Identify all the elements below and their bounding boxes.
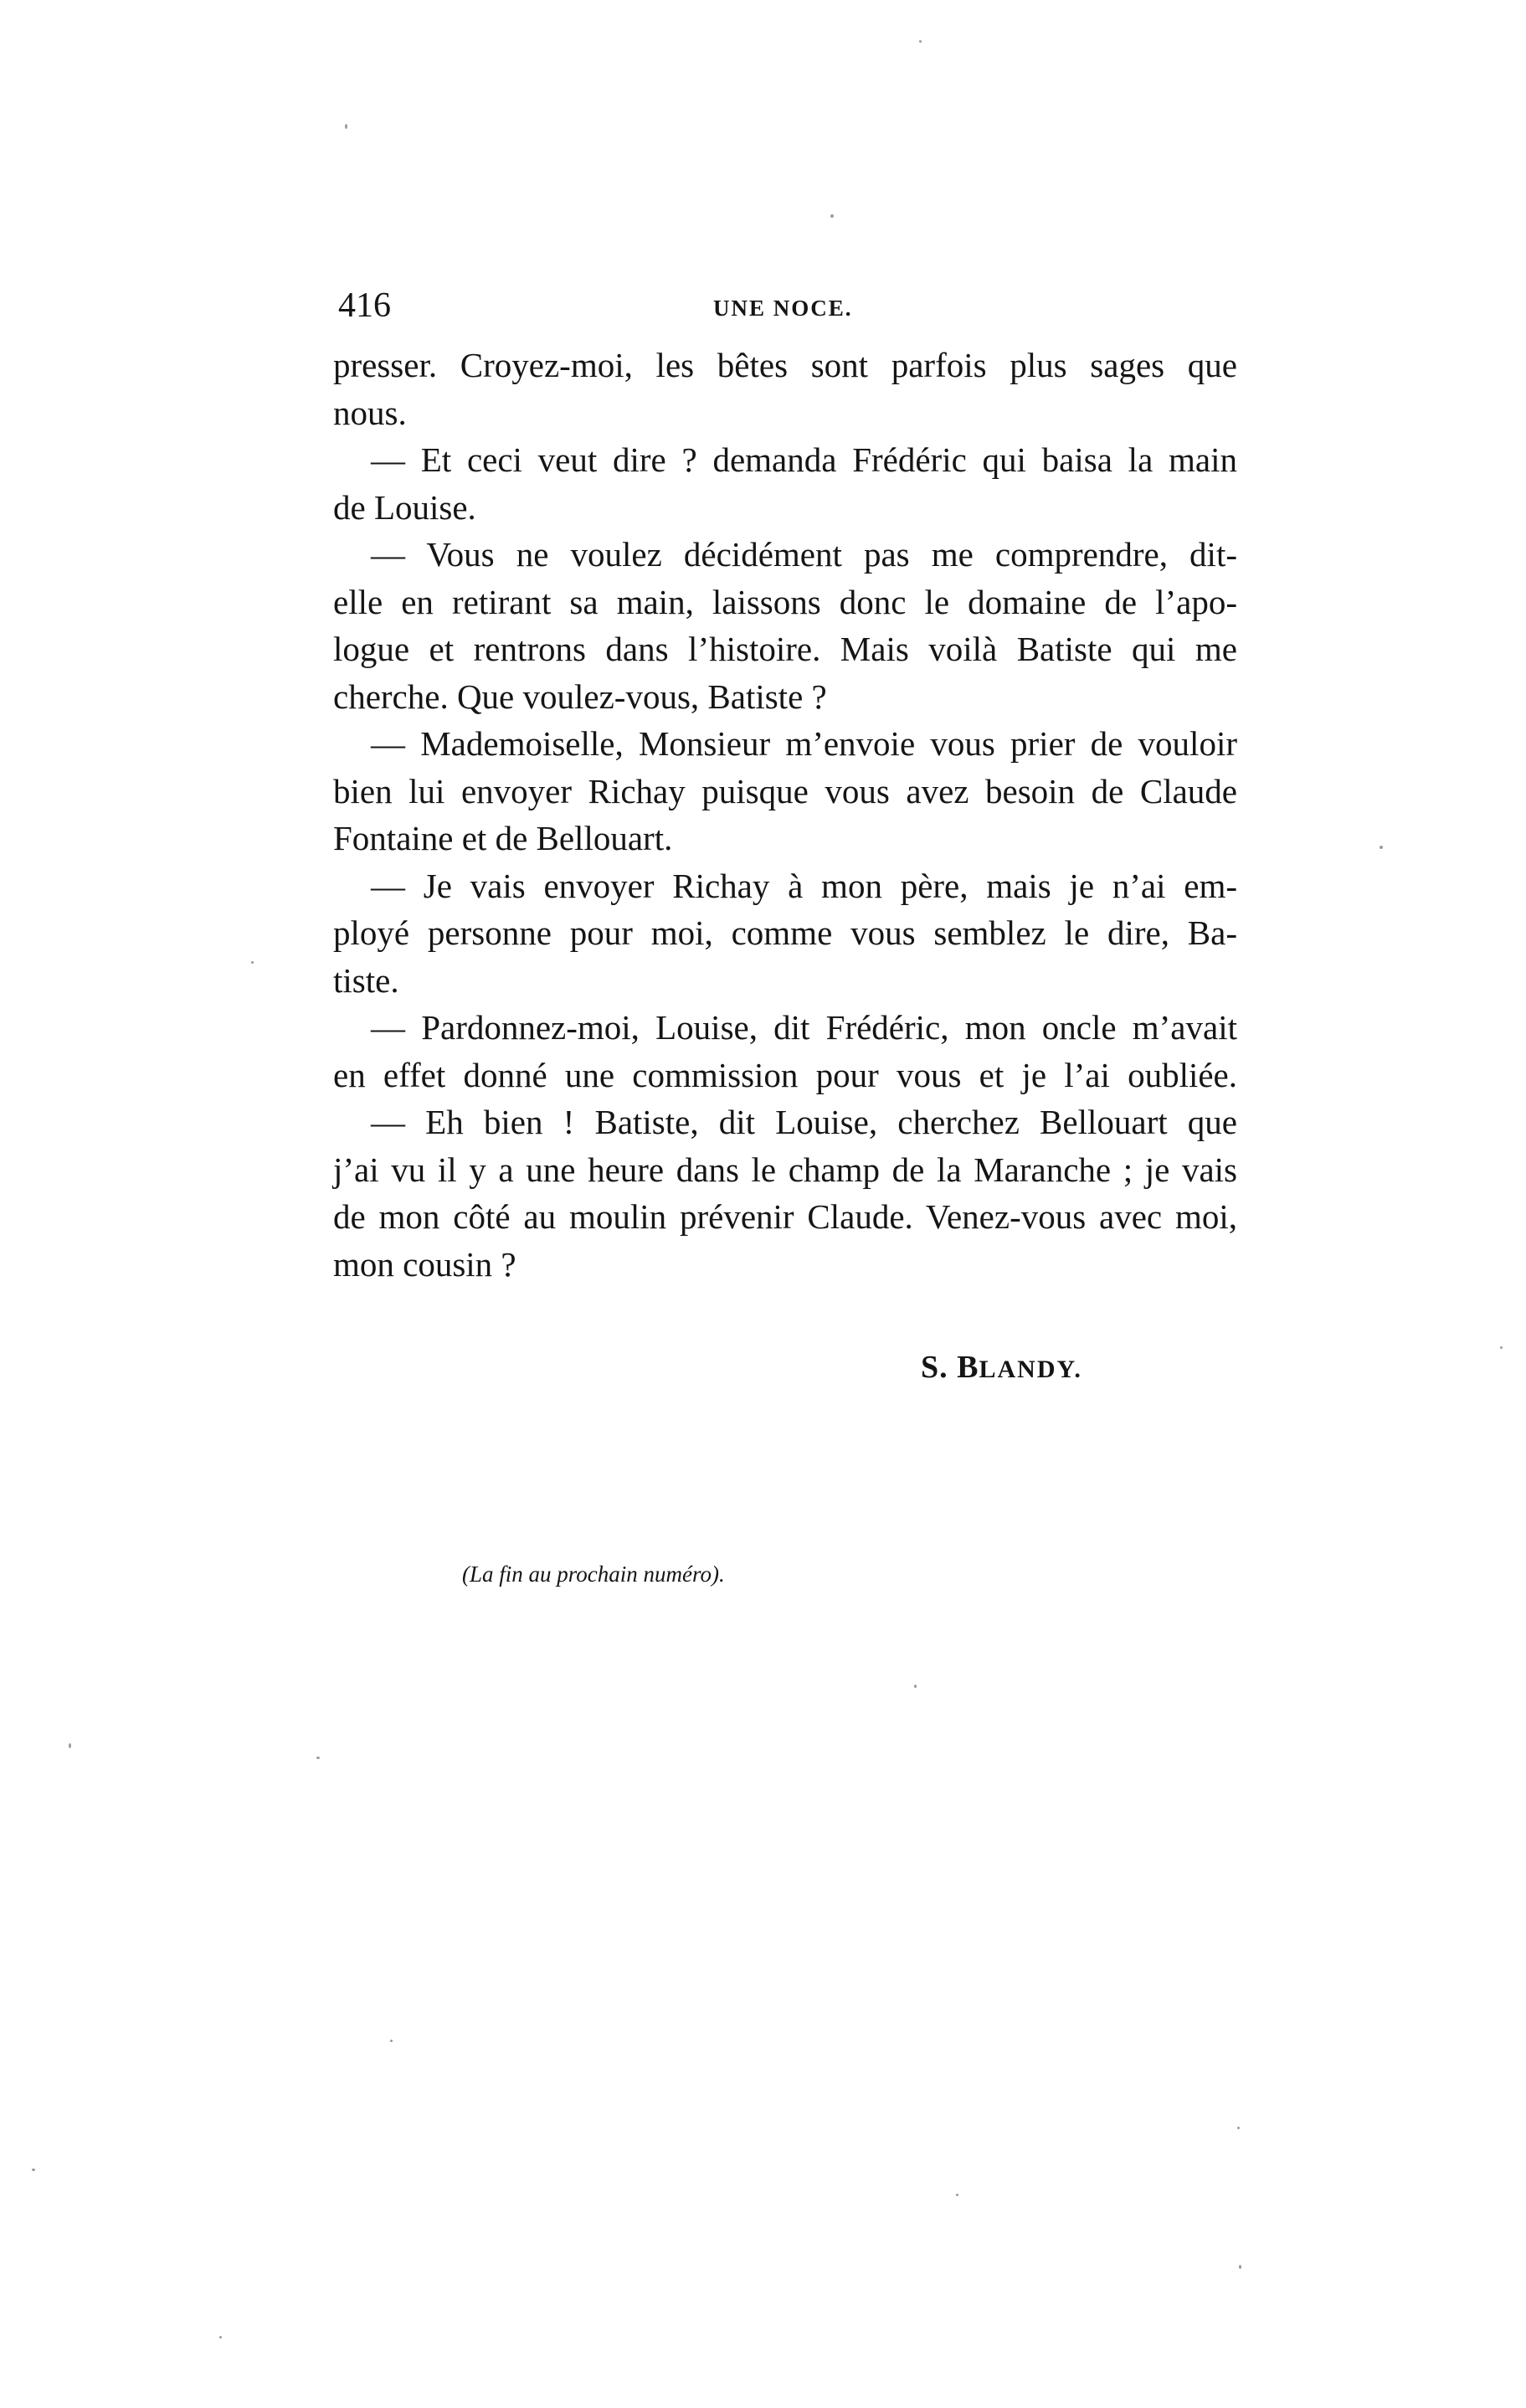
scan-speck — [919, 40, 922, 43]
signature-initial: S. B — [921, 1350, 979, 1385]
scan-speck — [956, 2194, 958, 2196]
text-line: tiste. — [333, 960, 399, 1000]
text-line: en effet donné une commission pour vous et je l’ai oubliée. — [333, 1055, 1237, 1094]
scan-speck — [219, 2336, 222, 2339]
text-line: — Vous ne voulez décidément pas me comprendre, dit- — [371, 535, 1237, 574]
text-line: — Et ceci veut dire ? demanda Frédéric qui baisa la main — [371, 440, 1237, 479]
scan-speck — [1239, 2265, 1241, 2269]
text-line: mon cousin ? — [333, 1244, 516, 1284]
signature-surname: LANDY. — [979, 1356, 1082, 1383]
scan-speck — [69, 1743, 71, 1748]
text-line: — Eh bien ! Batiste, dit Louise, cherchez Bellouart que — [371, 1103, 1237, 1141]
text-line: de Louise. — [333, 487, 476, 527]
page-number: 416 — [338, 286, 391, 325]
text-line: elle en retirant sa main, laissons donc le domaine de l’apo- — [333, 582, 1237, 621]
text-line: bien lui envoyer Richay puisque vous avez besoin de Claude — [333, 771, 1237, 810]
text-line: de mon côté au moulin prévenir Claude. Venez-vous avec moi, — [333, 1197, 1237, 1236]
text-line: cherche. Que voulez-vous, Batiste ? — [333, 677, 827, 716]
scan-speck — [390, 2040, 393, 2042]
scan-speck — [1380, 846, 1383, 849]
author-signature — [921, 1344, 1082, 1393]
scan-speck — [914, 1685, 917, 1688]
scan-speck — [1500, 1346, 1503, 1349]
text-line: nous. — [333, 393, 407, 432]
text-line: ployé personne pour moi, comme vous semblez le dire, Ba- — [333, 913, 1237, 952]
text-line: j’ai vu il y a une heure dans le champ de la Maranche ; je vais — [333, 1150, 1237, 1189]
text-line: logue et rentrons dans l’histoire. Mais voilà Batiste qui me — [333, 630, 1237, 668]
text-line: Fontaine et de Bellouart. — [333, 819, 673, 857]
text-line: — Je vais envoyer Richay à mon père, mais je n’ai em- — [371, 866, 1237, 905]
scan-speck — [830, 214, 834, 218]
scan-speck — [316, 1757, 320, 1759]
scan-speck — [1237, 2127, 1240, 2129]
text-line: — Pardonnez-moi, Louise, dit Frédéric, mon oncle m’avait — [371, 1008, 1237, 1047]
page-header — [338, 280, 1242, 331]
scan-speck — [251, 961, 254, 964]
running-title: UNE NOCE. — [713, 296, 853, 321]
scan-speck — [345, 124, 347, 129]
body-text — [333, 342, 1237, 1288]
text-line: — Mademoiselle, Monsieur m’envoie vous prier de vouloir — [371, 724, 1237, 763]
continuation-note: (La fin au prochain numéro). — [462, 1562, 725, 1587]
scan-speck — [32, 2169, 35, 2171]
text-line: presser. Croyez-moi, les bêtes sont parfois plus sages que — [333, 346, 1237, 384]
